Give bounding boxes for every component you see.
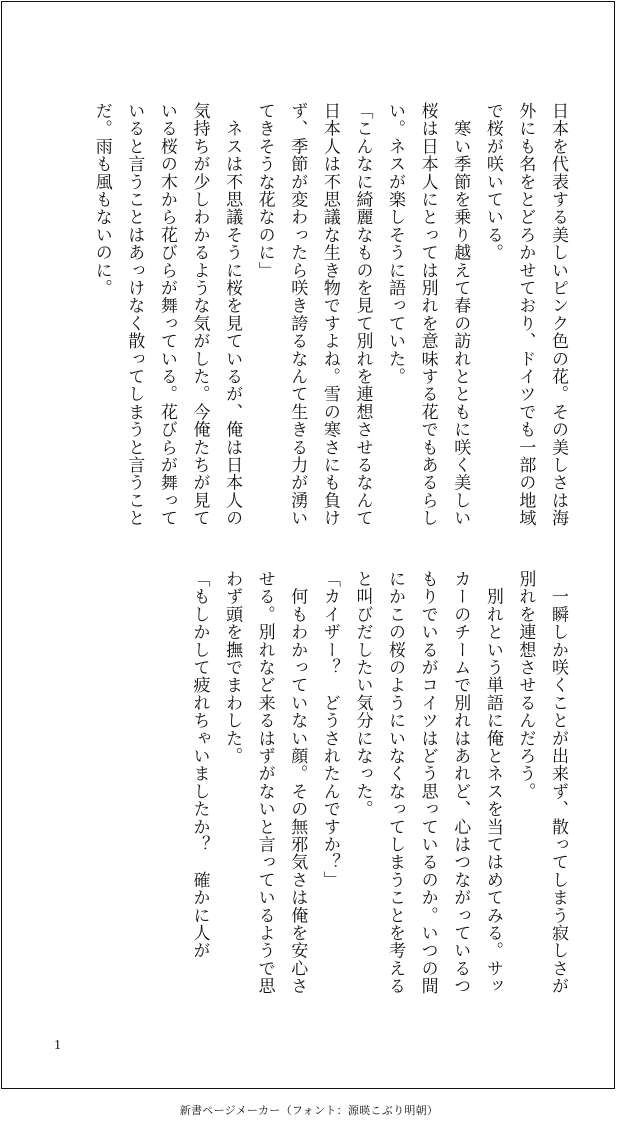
paragraph: 日本を代表する美しいピンク色の花。その美しさは海外にも名をとどろかせており、ドイツでも一部の地域で桜が咲いている。 bbox=[482, 102, 568, 527]
lower-text-block bbox=[38, 570, 574, 995]
paragraph: 一瞬しか咲くことが出来ず、散ってしまう寂しさが別れを連想させるんだろう。 bbox=[515, 570, 568, 995]
page-number: 1 bbox=[54, 1038, 61, 1053]
footer-caption: 新書ページメーカー（フォント：源暎こぶり明朝） bbox=[179, 1104, 439, 1117]
paragraph: ネスは不思議そうに桜を見ているが、俺は日本人の気持ちが少しわかるような気がした。今俺たちが見ている桜の木から花びらが舞っている。花びらが舞っていると言うことはあっけなく散ってしまうと言うことだ。雨も風もないのに。 bbox=[91, 102, 243, 527]
paragraph: 「もしかして疲れちゃいましたか？ 確かに人が bbox=[189, 570, 210, 960]
paragraph: 寒い季節を乗り越えて春の訪れとともに咲く美しい桜は日本人にとっては別れを意味する花でもあるらしい。ネスが楽しそうに語っていた。 bbox=[385, 102, 471, 527]
paragraph: 何もわかっていない顔。その無邪気さは俺を安心させる。別れなど来るはずがないと言っているようで思わず頭を撫でまわした。 bbox=[222, 570, 308, 995]
upper-text-block bbox=[38, 102, 574, 527]
paragraph: 「こんなに綺麗なものを見て別れを連想させるなんて日本人は不思議な生き物ですよね。雪の寒さにも負けず、季節が変わったら咲き誇るなんて生きる力が湧いてきそうな花なのに」 bbox=[254, 102, 373, 527]
paragraph: 別れという単語に俺とネスを当てはめてみる。サッカーのチームで別れはあれど、心はつながっているつもりでいるがコイツはどう思っているのか。いつの間にかこの桜のようにいなくなってしまうことを考えると叫びだしたい気分になった。 bbox=[352, 570, 503, 995]
paragraph: 「カイザー？ どうされたんですか？」 bbox=[319, 570, 340, 889]
novel-page bbox=[1, 1, 615, 1089]
